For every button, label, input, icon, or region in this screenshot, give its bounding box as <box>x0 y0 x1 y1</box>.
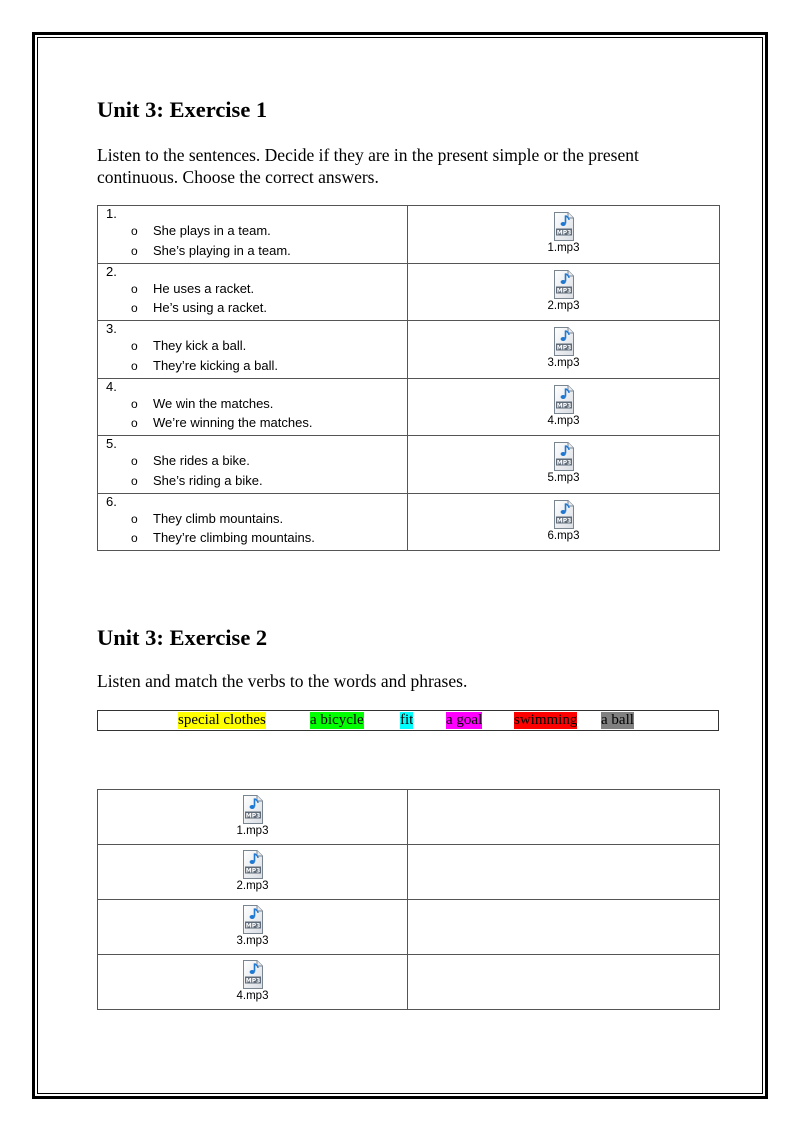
mp3-file-icon <box>553 327 575 356</box>
match-row <box>98 790 720 845</box>
exercise1-instruction: Listen to the sentences. Decide if they are in the present simple or the present continuous. Choose the correct answers. <box>97 145 639 187</box>
audio-attachment[interactable] <box>223 795 283 837</box>
word-chip: swimming <box>514 712 578 728</box>
match-row <box>98 900 720 955</box>
mp3-file-icon <box>553 270 575 299</box>
option-text: She plays in a team. <box>153 223 271 238</box>
svg-text:MP3: MP3 <box>556 401 571 409</box>
question-row <box>98 321 720 379</box>
option-bullet: o <box>131 339 138 353</box>
audio-attachment[interactable] <box>534 327 594 369</box>
audio-filename: 2.mp3 <box>236 880 269 892</box>
audio-attachment[interactable] <box>223 905 283 947</box>
question-cell <box>98 378 408 436</box>
mp3-file-icon <box>553 385 575 414</box>
question-row <box>98 206 720 264</box>
audio-filename: 6.mp3 <box>547 529 580 542</box>
exercise1-table <box>97 205 720 551</box>
svg-text:MP3: MP3 <box>245 922 260 930</box>
question-cell <box>98 436 408 494</box>
audio-attachment[interactable] <box>534 500 594 542</box>
question-number: 6. <box>106 493 117 509</box>
audio-attachment[interactable] <box>223 850 283 892</box>
svg-text:MP3: MP3 <box>556 229 571 237</box>
option-text: She rides a bike. <box>153 453 250 468</box>
option-text: We win the matches. <box>153 395 274 411</box>
question-cell <box>98 206 408 264</box>
svg-text:MP3: MP3 <box>556 459 571 467</box>
audio-filename: 2.mp3 <box>547 299 580 312</box>
question-number: 2. <box>106 263 117 279</box>
mp3-file-icon <box>553 442 575 471</box>
audio-cell <box>408 493 720 551</box>
audio-cell <box>408 206 720 264</box>
answer-option[interactable] <box>131 338 246 353</box>
answer-cell[interactable] <box>408 900 720 955</box>
audio-cell <box>408 436 720 494</box>
audio-cell <box>98 900 408 955</box>
answer-cell[interactable] <box>408 845 720 900</box>
svg-text:MP3: MP3 <box>245 812 260 820</box>
answer-option[interactable] <box>131 358 278 373</box>
match-row <box>98 955 720 1010</box>
word-chip: a ball <box>601 712 634 728</box>
mp3-file-icon <box>242 905 264 934</box>
option-bullet: o <box>131 301 138 315</box>
answer-option[interactable] <box>131 281 254 296</box>
audio-cell <box>408 378 720 436</box>
option-bullet: o <box>131 511 138 526</box>
audio-cell <box>98 955 408 1010</box>
exercise2-title: Unit 3: Exercise 2 <box>97 625 268 650</box>
question-cell <box>98 263 408 321</box>
mp3-file-icon <box>242 960 264 989</box>
word-chip: fit <box>400 712 414 728</box>
svg-text:MP3: MP3 <box>245 867 260 875</box>
answer-cell[interactable] <box>408 790 720 845</box>
option-bullet: o <box>131 416 138 430</box>
answer-option[interactable] <box>131 396 273 411</box>
option-bullet: o <box>131 396 138 411</box>
question-row <box>98 263 720 321</box>
option-text: They’re kicking a ball. <box>153 357 278 373</box>
audio-filename: 4.mp3 <box>236 990 269 1002</box>
option-bullet: o <box>131 281 138 296</box>
option-bullet: o <box>131 243 138 258</box>
mp3-file-icon <box>553 500 575 529</box>
word-chip: a goal <box>446 712 483 728</box>
option-bullet: o <box>131 224 138 238</box>
audio-attachment[interactable] <box>223 960 283 1002</box>
answer-option[interactable] <box>131 223 271 238</box>
question-number: 4. <box>106 378 117 394</box>
option-text: She’s playing in a team. <box>153 242 291 258</box>
svg-text:MP3: MP3 <box>556 516 571 524</box>
mp3-file-icon <box>553 212 575 241</box>
answer-option[interactable] <box>131 530 315 545</box>
audio-cell <box>98 845 408 900</box>
option-bullet: o <box>131 473 138 488</box>
exercise2-table <box>97 789 720 1010</box>
audio-filename: 1.mp3 <box>547 242 580 254</box>
audio-attachment[interactable] <box>534 270 594 312</box>
word-chip: special clothes <box>178 712 266 728</box>
question-cell <box>98 493 408 551</box>
question-number: 3. <box>106 321 117 336</box>
audio-cell <box>98 790 408 845</box>
audio-filename: 4.mp3 <box>547 414 580 427</box>
option-text: They’re climbing mountains. <box>153 530 315 545</box>
match-row <box>98 845 720 900</box>
audio-attachment[interactable] <box>534 385 594 427</box>
svg-text:MP3: MP3 <box>245 977 260 985</box>
audio-attachment[interactable] <box>534 442 594 484</box>
option-text: He uses a racket. <box>153 280 255 296</box>
word-chip: a bicycle <box>310 712 364 728</box>
exercise2-instruction: Listen and match the verbs to the words and phrases. <box>97 671 468 691</box>
svg-text:MP3: MP3 <box>556 344 571 352</box>
word-bank <box>97 710 719 731</box>
audio-filename: 5.mp3 <box>547 472 580 484</box>
audio-filename: 3.mp3 <box>547 357 580 369</box>
option-bullet: o <box>131 358 138 373</box>
audio-cell <box>408 263 720 321</box>
audio-filename: 1.mp3 <box>236 825 269 837</box>
mp3-file-icon <box>242 795 264 824</box>
option-bullet: o <box>131 531 138 545</box>
svg-text:MP3: MP3 <box>556 286 571 294</box>
answer-cell[interactable] <box>408 955 720 1010</box>
option-text: They kick a ball. <box>153 338 247 353</box>
answer-option[interactable] <box>131 511 283 526</box>
question-number: 1. <box>106 206 117 221</box>
answer-option[interactable] <box>131 300 267 315</box>
audio-attachment[interactable] <box>534 212 594 254</box>
answer-option[interactable] <box>131 453 250 468</box>
question-row <box>98 378 720 436</box>
question-number: 5. <box>106 436 117 451</box>
question-row <box>98 493 720 551</box>
answer-option[interactable] <box>131 473 263 488</box>
option-text: She’s riding a bike. <box>153 472 263 488</box>
audio-filename: 3.mp3 <box>236 935 269 947</box>
option-bullet: o <box>131 454 138 468</box>
exercise1-title: Unit 3: Exercise 1 <box>97 97 268 122</box>
option-text: We’re winning the matches. <box>153 415 313 430</box>
answer-option[interactable] <box>131 415 312 430</box>
question-row <box>98 436 720 494</box>
option-text: They climb mountains. <box>153 510 284 526</box>
option-text: He’s using a racket. <box>153 300 267 315</box>
audio-cell <box>408 321 720 379</box>
mp3-file-icon <box>242 850 264 879</box>
answer-option[interactable] <box>131 243 291 258</box>
question-cell <box>98 321 408 379</box>
